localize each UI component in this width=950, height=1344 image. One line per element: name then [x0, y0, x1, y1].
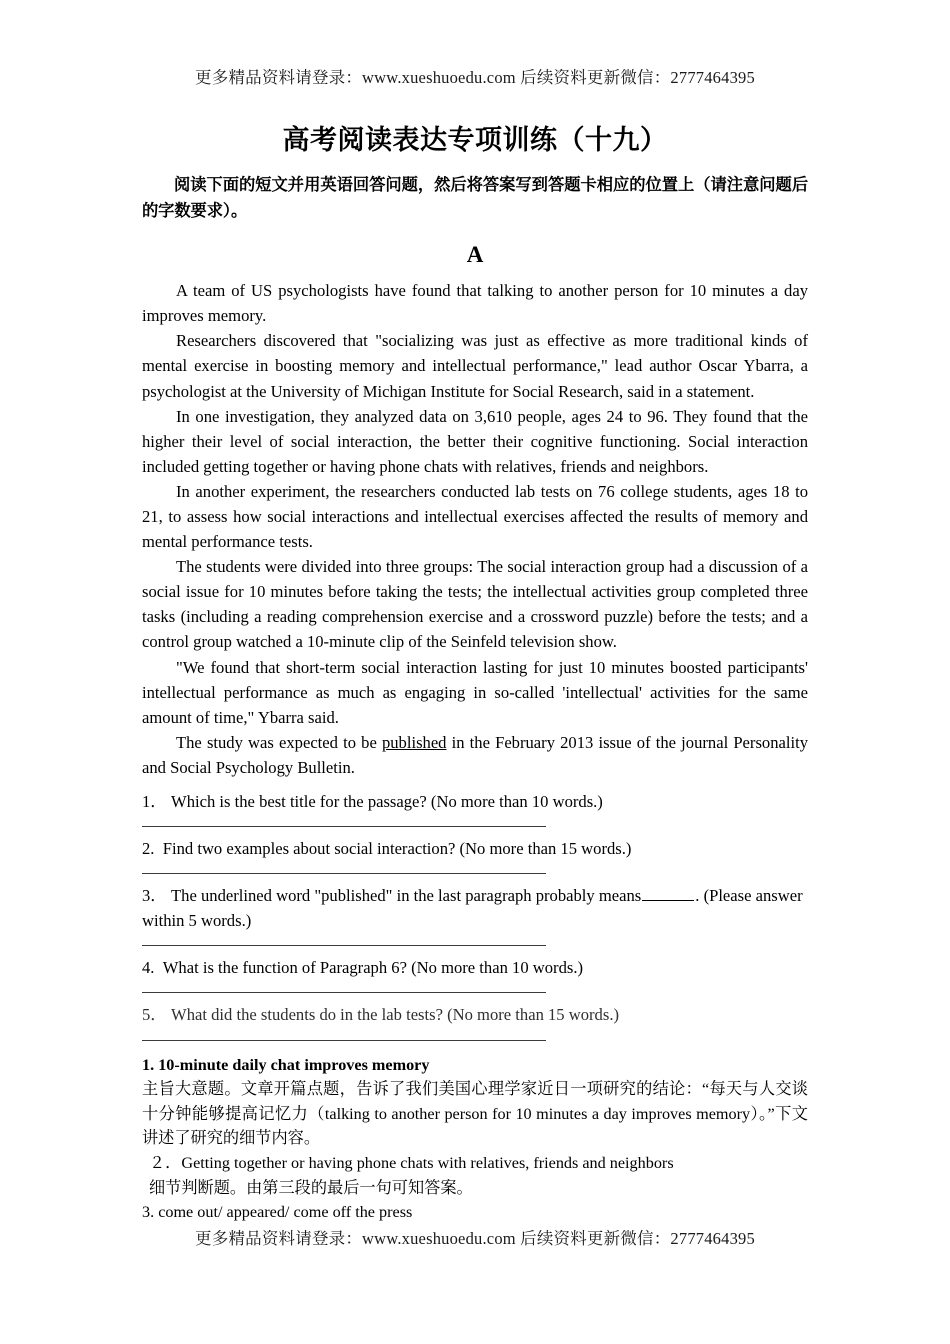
final-para-before: The study was expected to be — [176, 732, 382, 752]
question-4-text: What is the function of Paragraph 6? (No more than 10 words.) — [162, 958, 584, 978]
answer-line-2[interactable] — [142, 873, 546, 874]
question-3-text-before: The underlined word "published" in the last paragraph probably means — [171, 886, 642, 906]
question-4 — [142, 955, 808, 980]
answer-2-explanation: 细节判断题。由第三段的最后一句可知答案。 — [149, 1178, 473, 1197]
answer-2-label: ２．Getting together or having phone chats with relatives, friends and neighbors — [149, 1153, 674, 1172]
question-2 — [142, 836, 808, 861]
instruction-text: 阅读下面的短文并用英语回答问题，然后将答案写到答题卡相应的位置上（请注意问题后的字数要求）。 — [142, 174, 808, 221]
question-1-text: Which is the best title for the passage? (No more than 10 words.) — [171, 792, 603, 811]
footer-watermark-text: 更多精品资料请登录：www.xueshuoedu.com 后续资料更新微信：2777464395 — [195, 1229, 755, 1248]
passage-paragraph-1: A team of US psychologists have found that talking to another person for 10 minutes a day improves memory. — [142, 281, 808, 326]
answer-3-label: 3. come out/ appeared/ come off the press — [142, 1203, 413, 1222]
question-4-number: 4. — [142, 958, 155, 978]
passage-paragraph-3: In one investigation, they analyzed data on 3,610 people, ages 24 to 96. They found that the higher their level of social interaction, the better their cognitive functioning. Social interaction included getting together or having phone chats with relatives, friends and neighbors. — [142, 406, 808, 476]
passage-paragraph-6: "We found that short-term social interaction lasting for just 10 minutes boosted participants' intellectual performance as much as engaging in so-called 'intellectual' activities for the same amount of time," Ybarra said. — [142, 657, 808, 727]
question-3 — [142, 883, 808, 933]
footer-watermark — [0, 1225, 950, 1249]
question-3-number: 3． — [142, 886, 167, 906]
passage-paragraph-5: The students were divided into three groups: The social interaction group had a discussion of a social issue for 10 minutes before taking the tests; the intellectual activities group completed three tasks (including a reading comprehension exercise and a crossword puzzle) before the tests; and a control group watched a 10-minute clip of the Seinfeld television show. — [142, 557, 808, 652]
answer-line-3[interactable] — [142, 945, 546, 946]
question-2-text: Find two examples about social interaction? (No more than 15 words.) — [162, 839, 632, 859]
header-watermark — [0, 64, 950, 88]
answer-key — [142, 1053, 808, 1225]
final-para-after: in the February 2013 issue of the journal Personality and Social Psychology Bulletin. — [142, 732, 808, 777]
question-3-inline-blank[interactable] — [642, 885, 694, 901]
question-1 — [142, 789, 808, 814]
question-5-number: 5． — [142, 1005, 167, 1025]
question-5-text: What did the students do in the lab tests? (No more than 15 words.) — [171, 1005, 619, 1025]
answer-1-label: 1. 10-minute daily chat improves memory — [142, 1055, 430, 1074]
header-watermark-text: 更多精品资料请登录：www.xueshuoedu.com 后续资料更新微信：2777464395 — [195, 68, 755, 87]
underlined-word-published: published — [381, 732, 447, 752]
passage-paragraph-7 — [142, 730, 808, 780]
answer-line-5[interactable] — [142, 1040, 546, 1041]
question-1-number: 1． — [142, 792, 167, 811]
question-2-number: 2. — [142, 839, 155, 859]
section-letter-a: A — [466, 241, 484, 267]
question-3-text-after: . (Please answer within 5 words.) — [142, 886, 803, 931]
page-title: 高考阅读表达专项训练（十九） — [282, 125, 668, 155]
answer-line-1[interactable] — [142, 826, 546, 827]
questions-list — [142, 789, 808, 1041]
answer-1-explanation: 主旨大意题。文章开篇点题，告诉了我们美国心理学家近日一项研究的结论：“每天与人交谈十分钟能够提高记忆力（talking to another person for 10 minutes a day improves memory）。”下文讲述了研究的细节内容。 — [142, 1080, 808, 1148]
passage-paragraph-2: Researchers discovered that "socializing was just as effective as more traditional kinds of mental exercise in boosting memory and intellectual performance," lead author Oscar Ybarra, a psychologist at the University of Michigan Institute for Social Research, said in a statement. — [142, 331, 808, 401]
question-5 — [142, 1002, 808, 1027]
answer-line-4[interactable] — [142, 992, 546, 993]
passage-body — [142, 278, 808, 780]
passage-paragraph-4: In another experiment, the researchers conducted lab tests on 76 college students, ages 18 to 21, to assess how social interactions and intellectual exercises affected the results of memory and mental performance tests. — [142, 481, 808, 552]
